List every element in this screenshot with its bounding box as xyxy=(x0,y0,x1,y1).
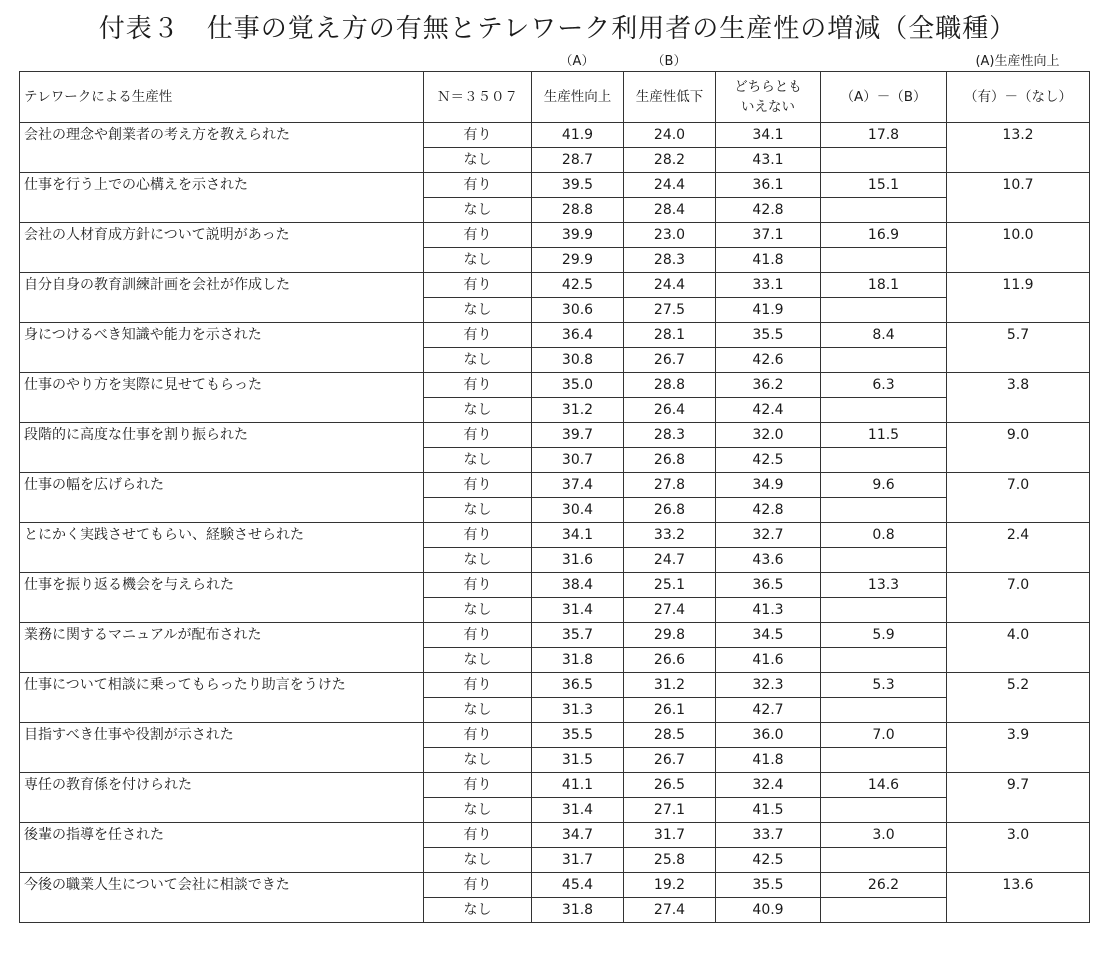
row-diff-ab-empty xyxy=(821,248,947,273)
pre-header-a: （A） xyxy=(559,54,595,69)
header-col-c-line1: どちらとも xyxy=(734,79,802,95)
table-row xyxy=(20,223,1090,248)
row-diff-ab-empty xyxy=(821,298,947,323)
row-no-c: 42.4 xyxy=(716,398,821,423)
row-no-b: 26.1 xyxy=(624,698,716,723)
row-diff-yn-empty xyxy=(947,498,1090,523)
row-no-b: 28.3 xyxy=(624,248,716,273)
row-yes-label: 有り xyxy=(424,173,532,198)
header-col-c-line2: いえない xyxy=(741,99,795,115)
row-yes-b: 25.1 xyxy=(624,573,716,598)
row-diff-ab: 17.8 xyxy=(821,123,947,148)
row-item-empty xyxy=(20,848,424,873)
table-row xyxy=(20,648,1090,673)
row-yes-a: 39.9 xyxy=(532,223,624,248)
row-diff-ab-empty xyxy=(821,748,947,773)
header-col-b: 生産性低下 xyxy=(624,72,716,123)
table-row xyxy=(20,473,1090,498)
row-item-empty xyxy=(20,598,424,623)
row-yes-c: 36.1 xyxy=(716,173,821,198)
row-no-a: 30.6 xyxy=(532,298,624,323)
row-yes-c: 34.9 xyxy=(716,473,821,498)
row-item-empty xyxy=(20,298,424,323)
row-yes-a: 39.7 xyxy=(532,423,624,448)
table-row xyxy=(20,173,1090,198)
row-no-c: 42.7 xyxy=(716,698,821,723)
row-diff-ab: 5.3 xyxy=(821,673,947,698)
row-yes-a: 38.4 xyxy=(532,573,624,598)
row-no-a: 31.2 xyxy=(532,398,624,423)
row-yes-c: 35.5 xyxy=(716,323,821,348)
table-row xyxy=(20,373,1090,398)
row-no-label: なし xyxy=(424,148,532,173)
row-item-label: 会社の理念や創業者の考え方を教えられた xyxy=(20,123,424,148)
table-row xyxy=(20,698,1090,723)
row-yes-b: 19.2 xyxy=(624,873,716,898)
row-diff-yn: 3.0 xyxy=(947,823,1090,848)
row-yes-label: 有り xyxy=(424,773,532,798)
row-diff-ab: 14.6 xyxy=(821,773,947,798)
table-row xyxy=(20,548,1090,573)
row-yes-label: 有り xyxy=(424,273,532,298)
table-row xyxy=(20,523,1090,548)
row-item-empty xyxy=(20,548,424,573)
row-no-a: 30.4 xyxy=(532,498,624,523)
row-no-label: なし xyxy=(424,548,532,573)
table-row xyxy=(20,273,1090,298)
row-no-b: 24.7 xyxy=(624,548,716,573)
row-diff-yn-empty xyxy=(947,198,1090,223)
row-yes-a: 41.9 xyxy=(532,123,624,148)
row-yes-a: 42.5 xyxy=(532,273,624,298)
row-yes-c: 32.0 xyxy=(716,423,821,448)
row-diff-ab-empty xyxy=(821,398,947,423)
table-row xyxy=(20,348,1090,373)
table-row xyxy=(20,498,1090,523)
row-diff-yn: 10.7 xyxy=(947,173,1090,198)
row-diff-yn-empty xyxy=(947,548,1090,573)
row-no-b: 26.7 xyxy=(624,348,716,373)
row-no-c: 41.6 xyxy=(716,648,821,673)
row-item-label: 仕事を振り返る機会を与えられた xyxy=(20,573,424,598)
table-row xyxy=(20,573,1090,598)
row-diff-ab-empty xyxy=(821,548,947,573)
row-no-label: なし xyxy=(424,398,532,423)
table-row xyxy=(20,448,1090,473)
row-no-c: 42.5 xyxy=(716,848,821,873)
row-yes-a: 35.0 xyxy=(532,373,624,398)
table-row xyxy=(20,248,1090,273)
row-diff-yn: 4.0 xyxy=(947,623,1090,648)
data-table xyxy=(19,71,1090,923)
row-item-label: 段階的に高度な仕事を割り振られた xyxy=(20,423,424,448)
row-item-empty xyxy=(20,448,424,473)
row-no-a: 30.7 xyxy=(532,448,624,473)
row-yes-a: 36.4 xyxy=(532,323,624,348)
row-diff-yn: 2.4 xyxy=(947,523,1090,548)
table-row xyxy=(20,398,1090,423)
row-yes-label: 有り xyxy=(424,323,532,348)
row-no-a: 31.8 xyxy=(532,648,624,673)
header-diff-yn: （有）－（なし） xyxy=(947,72,1090,123)
row-no-a: 31.6 xyxy=(532,548,624,573)
row-diff-ab-empty xyxy=(821,598,947,623)
row-yes-b: 28.8 xyxy=(624,373,716,398)
row-item-empty xyxy=(20,698,424,723)
row-yes-label: 有り xyxy=(424,523,532,548)
table-row xyxy=(20,723,1090,748)
row-diff-yn: 5.2 xyxy=(947,673,1090,698)
row-no-c: 43.6 xyxy=(716,548,821,573)
row-no-label: なし xyxy=(424,798,532,823)
row-yes-c: 32.3 xyxy=(716,673,821,698)
row-yes-c: 32.7 xyxy=(716,523,821,548)
row-diff-ab: 5.9 xyxy=(821,623,947,648)
table-row xyxy=(20,798,1090,823)
row-item-label: 目指すべき仕事や役割が示された xyxy=(20,723,424,748)
row-diff-ab-empty xyxy=(821,348,947,373)
row-diff-yn: 10.0 xyxy=(947,223,1090,248)
row-item-empty xyxy=(20,648,424,673)
row-no-label: なし xyxy=(424,648,532,673)
row-yes-a: 45.4 xyxy=(532,873,624,898)
row-diff-yn: 13.2 xyxy=(947,123,1090,148)
row-item-label: 仕事を行う上での心構えを示された xyxy=(20,173,424,198)
row-diff-yn-empty xyxy=(947,448,1090,473)
row-yes-label: 有り xyxy=(424,123,532,148)
row-yes-label: 有り xyxy=(424,473,532,498)
row-diff-yn: 5.7 xyxy=(947,323,1090,348)
row-diff-yn: 7.0 xyxy=(947,473,1090,498)
row-no-a: 30.8 xyxy=(532,348,624,373)
row-yes-c: 34.1 xyxy=(716,123,821,148)
row-diff-ab: 18.1 xyxy=(821,273,947,298)
row-yes-c: 34.5 xyxy=(716,623,821,648)
row-yes-label: 有り xyxy=(424,873,532,898)
row-diff-yn-empty xyxy=(947,348,1090,373)
row-no-b: 27.5 xyxy=(624,298,716,323)
row-no-a: 31.4 xyxy=(532,598,624,623)
row-item-label: 自分自身の教育訓練計画を会社が作成した xyxy=(20,273,424,298)
row-yes-c: 37.1 xyxy=(716,223,821,248)
row-item-empty xyxy=(20,248,424,273)
pre-header-b: （B） xyxy=(651,54,687,69)
row-item-label: 仕事のやり方を実際に見せてもらった xyxy=(20,373,424,398)
table-row xyxy=(20,423,1090,448)
row-yes-label: 有り xyxy=(424,723,532,748)
row-yes-c: 32.4 xyxy=(716,773,821,798)
row-yes-b: 24.4 xyxy=(624,173,716,198)
row-diff-yn: 13.6 xyxy=(947,873,1090,898)
row-no-b: 26.8 xyxy=(624,498,716,523)
row-no-label: なし xyxy=(424,348,532,373)
table-row xyxy=(20,823,1090,848)
row-diff-ab-empty xyxy=(821,698,947,723)
row-diff-yn-empty xyxy=(947,148,1090,173)
row-diff-yn-empty xyxy=(947,248,1090,273)
row-no-c: 41.8 xyxy=(716,248,821,273)
row-diff-yn-empty xyxy=(947,798,1090,823)
row-diff-yn: 11.9 xyxy=(947,273,1090,298)
row-no-c: 43.1 xyxy=(716,148,821,173)
row-yes-a: 35.5 xyxy=(532,723,624,748)
row-yes-label: 有り xyxy=(424,373,532,398)
row-item-label: 仕事の幅を広げられた xyxy=(20,473,424,498)
table-row xyxy=(20,848,1090,873)
row-diff-ab-empty xyxy=(821,798,947,823)
row-yes-a: 37.4 xyxy=(532,473,624,498)
row-diff-yn-empty xyxy=(947,698,1090,723)
row-no-b: 28.4 xyxy=(624,198,716,223)
row-diff-ab: 15.1 xyxy=(821,173,947,198)
row-item-empty xyxy=(20,348,424,373)
row-no-a: 29.9 xyxy=(532,248,624,273)
row-yes-b: 29.8 xyxy=(624,623,716,648)
row-yes-b: 24.0 xyxy=(624,123,716,148)
row-diff-yn-empty xyxy=(947,398,1090,423)
row-diff-ab-empty xyxy=(821,898,947,923)
row-no-b: 25.8 xyxy=(624,848,716,873)
table-row xyxy=(20,898,1090,923)
row-diff-yn-empty xyxy=(947,748,1090,773)
table-row xyxy=(20,148,1090,173)
table-row xyxy=(20,298,1090,323)
row-yes-label: 有り xyxy=(424,223,532,248)
row-no-label: なし xyxy=(424,698,532,723)
row-no-a: 31.4 xyxy=(532,798,624,823)
row-yes-label: 有り xyxy=(424,823,532,848)
row-diff-ab: 13.3 xyxy=(821,573,947,598)
row-diff-yn-empty xyxy=(947,598,1090,623)
row-item-empty xyxy=(20,898,424,923)
row-diff-ab-empty xyxy=(821,498,947,523)
row-item-empty xyxy=(20,198,424,223)
row-no-c: 41.5 xyxy=(716,798,821,823)
row-no-c: 41.3 xyxy=(716,598,821,623)
page-title: 付表３ 仕事の覚え方の有無とテレワーク利用者の生産性の増減（全職種） xyxy=(98,14,1017,44)
row-yes-c: 33.1 xyxy=(716,273,821,298)
row-no-c: 42.8 xyxy=(716,498,821,523)
table-row xyxy=(20,873,1090,898)
table-row xyxy=(20,598,1090,623)
row-no-label: なし xyxy=(424,298,532,323)
row-item-label: 後輩の指導を任された xyxy=(20,823,424,848)
row-item-label: 専任の教育係を付けられた xyxy=(20,773,424,798)
header-row xyxy=(20,72,1090,123)
row-diff-yn: 3.9 xyxy=(947,723,1090,748)
row-yes-b: 33.2 xyxy=(624,523,716,548)
row-diff-ab: 26.2 xyxy=(821,873,947,898)
row-no-a: 31.8 xyxy=(532,898,624,923)
row-no-label: なし xyxy=(424,598,532,623)
row-yes-label: 有り xyxy=(424,573,532,598)
row-no-a: 31.5 xyxy=(532,748,624,773)
row-yes-label: 有り xyxy=(424,673,532,698)
row-yes-b: 24.4 xyxy=(624,273,716,298)
row-yes-b: 28.5 xyxy=(624,723,716,748)
header-diff-ab: （A）－（B） xyxy=(821,72,947,123)
row-item-label: とにかく実践させてもらい、経験させられた xyxy=(20,523,424,548)
row-yes-c: 35.5 xyxy=(716,873,821,898)
row-diff-ab: 3.0 xyxy=(821,823,947,848)
row-no-c: 41.9 xyxy=(716,298,821,323)
row-yes-b: 31.2 xyxy=(624,673,716,698)
row-diff-ab: 8.4 xyxy=(821,323,947,348)
row-yes-c: 36.0 xyxy=(716,723,821,748)
row-yes-c: 36.2 xyxy=(716,373,821,398)
row-no-c: 41.8 xyxy=(716,748,821,773)
row-no-b: 26.4 xyxy=(624,398,716,423)
row-no-b: 27.4 xyxy=(624,898,716,923)
row-item-label: 仕事について相談に乗ってもらったり助言をうけた xyxy=(20,673,424,698)
row-no-c: 42.5 xyxy=(716,448,821,473)
table-row xyxy=(20,623,1090,648)
row-no-b: 26.7 xyxy=(624,748,716,773)
row-yes-a: 41.1 xyxy=(532,773,624,798)
row-diff-yn: 9.0 xyxy=(947,423,1090,448)
row-yes-a: 35.7 xyxy=(532,623,624,648)
row-yes-b: 31.7 xyxy=(624,823,716,848)
row-item-label: 今後の職業人生について会社に相談できた xyxy=(20,873,424,898)
row-no-c: 42.8 xyxy=(716,198,821,223)
row-no-b: 26.8 xyxy=(624,448,716,473)
row-no-a: 31.3 xyxy=(532,698,624,723)
row-yes-b: 26.5 xyxy=(624,773,716,798)
row-no-a: 28.8 xyxy=(532,198,624,223)
row-diff-yn: 9.7 xyxy=(947,773,1090,798)
row-no-label: なし xyxy=(424,448,532,473)
row-no-a: 28.7 xyxy=(532,148,624,173)
row-diff-ab: 16.9 xyxy=(821,223,947,248)
row-no-b: 27.4 xyxy=(624,598,716,623)
row-diff-yn: 3.8 xyxy=(947,373,1090,398)
row-item-label: 身につけるべき知識や能力を示された xyxy=(20,323,424,348)
row-yes-a: 36.5 xyxy=(532,673,624,698)
row-yes-a: 34.7 xyxy=(532,823,624,848)
header-n: Ｎ＝３５０７ xyxy=(424,72,532,123)
row-no-label: なし xyxy=(424,898,532,923)
table-row xyxy=(20,323,1090,348)
table-row xyxy=(20,123,1090,148)
row-no-a: 31.7 xyxy=(532,848,624,873)
header-col-c xyxy=(716,72,821,123)
row-item-empty xyxy=(20,748,424,773)
row-diff-ab: 9.6 xyxy=(821,473,947,498)
row-yes-c: 36.5 xyxy=(716,573,821,598)
row-yes-b: 23.0 xyxy=(624,223,716,248)
row-diff-yn-empty xyxy=(947,848,1090,873)
row-diff-ab-empty xyxy=(821,848,947,873)
row-diff-ab-empty xyxy=(821,648,947,673)
row-no-b: 26.6 xyxy=(624,648,716,673)
row-diff-ab: 7.0 xyxy=(821,723,947,748)
row-no-label: なし xyxy=(424,498,532,523)
row-item-label: 会社の人材育成方針について説明があった xyxy=(20,223,424,248)
row-diff-ab: 6.3 xyxy=(821,373,947,398)
row-no-b: 27.1 xyxy=(624,798,716,823)
row-no-c: 42.6 xyxy=(716,348,821,373)
row-no-label: なし xyxy=(424,248,532,273)
row-diff-yn-empty xyxy=(947,648,1090,673)
row-yes-b: 27.8 xyxy=(624,473,716,498)
row-diff-ab: 11.5 xyxy=(821,423,947,448)
row-yes-b: 28.1 xyxy=(624,323,716,348)
table-row xyxy=(20,198,1090,223)
row-diff-ab-empty xyxy=(821,148,947,173)
header-item: テレワークによる生産性 xyxy=(20,72,424,123)
row-diff-yn-empty xyxy=(947,298,1090,323)
row-diff-ab-empty xyxy=(821,198,947,223)
pre-header-c: (A)生産性向上 xyxy=(975,54,1060,69)
row-no-label: なし xyxy=(424,198,532,223)
row-yes-a: 39.5 xyxy=(532,173,624,198)
row-no-c: 40.9 xyxy=(716,898,821,923)
row-no-label: なし xyxy=(424,848,532,873)
row-yes-label: 有り xyxy=(424,623,532,648)
header-col-a: 生産性向上 xyxy=(532,72,624,123)
row-diff-ab-empty xyxy=(821,448,947,473)
row-diff-yn-empty xyxy=(947,898,1090,923)
row-diff-yn: 7.0 xyxy=(947,573,1090,598)
row-yes-label: 有り xyxy=(424,423,532,448)
row-item-label: 業務に関するマニュアルが配布された xyxy=(20,623,424,648)
row-yes-b: 28.3 xyxy=(624,423,716,448)
row-item-empty xyxy=(20,398,424,423)
table-row xyxy=(20,673,1090,698)
row-no-b: 28.2 xyxy=(624,148,716,173)
row-no-label: なし xyxy=(424,748,532,773)
row-diff-ab: 0.8 xyxy=(821,523,947,548)
table-row xyxy=(20,748,1090,773)
row-yes-c: 33.7 xyxy=(716,823,821,848)
row-item-empty xyxy=(20,148,424,173)
table-row xyxy=(20,773,1090,798)
row-item-empty xyxy=(20,498,424,523)
row-yes-a: 34.1 xyxy=(532,523,624,548)
row-item-empty xyxy=(20,798,424,823)
